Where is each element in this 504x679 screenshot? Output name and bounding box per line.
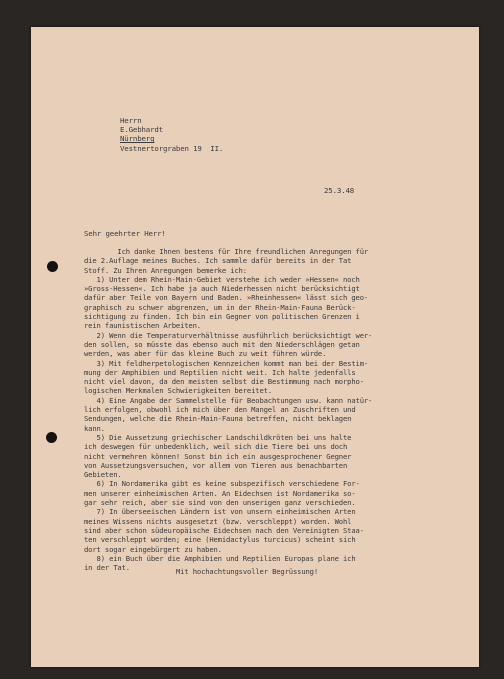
body-line: die 2.Auflage meines Buches. Ich sammle dafür bereits in der Tat bbox=[84, 256, 352, 266]
body-line: dort sogar eingebürgert zu haben. bbox=[84, 544, 222, 554]
body-line: men unserer einheimischen Arten. An Eidechsen ist Nordamerika so- bbox=[84, 488, 356, 498]
body-line: rein faunistischen Arbeiten. bbox=[84, 321, 201, 331]
body-line: graphisch zu schwer abgrenzen, um in der Rhein-Main-Fauna Berück- bbox=[84, 302, 356, 312]
body-line: sichtigung zu finden. Ich bin ein Gegner von politischen Grenzen i bbox=[84, 312, 360, 322]
body-line: mung der Amphibien und Reptilien nicht weit. Ich halte jedenfalls bbox=[84, 367, 356, 377]
body-line: sind aber schon südeuropäische Eidechsen nach den Vereinigten Staa- bbox=[84, 525, 364, 535]
body-line: Ich danke Ihnen bestens für Ihre freundlichen Anregungen für bbox=[84, 247, 369, 256]
body-line: nicht viel davon, da den meisten selbst die Bestimmung nach morpho- bbox=[84, 377, 364, 387]
letter-closing: Mit hochachtungsvoller Begrüssung! bbox=[176, 567, 319, 576]
body-line: 1) Unter dem Rhein-Main-Gebiet verstehe ich weder »Hessen« noch bbox=[84, 274, 360, 284]
punch-hole-top bbox=[47, 261, 58, 272]
recipient-city: Nürnberg bbox=[120, 134, 155, 144]
body-line: dafür aber Teile von Bayern und Baden. »Rheinhessen« lässt sich geo- bbox=[84, 293, 369, 303]
recipient-street: Vestnertorgraben 19 II. bbox=[120, 143, 224, 153]
body-line: in der Tat. bbox=[84, 563, 130, 573]
body-line: Gebieten. bbox=[84, 470, 122, 480]
body-line: »Gross-Hessen«. Ich habe ja auch Niederhessen nicht berücksichtigt bbox=[84, 284, 360, 294]
body-line: 6) In Nordamerika gibt es keine subspezifisch verschiedene For- bbox=[84, 479, 360, 489]
punch-hole-bottom bbox=[46, 432, 57, 443]
body-line: kann. bbox=[84, 423, 105, 433]
body-line: ten verschleppt worden; eine (Hemidactylus turcicus) scheint sich bbox=[84, 535, 356, 545]
body-line: werden, was aber für das kleine Buch zu weit führen würde. bbox=[84, 349, 327, 359]
body-line: logischen Merkmalen Schwierigkeiten bereitet. bbox=[84, 386, 272, 396]
body-line: Stoff. Zu Ihren Anregungen bemerke ich: bbox=[84, 265, 247, 275]
body-line: Sendungen, welche die Rhein-Main-Fauna betreffen, nicht beklagen bbox=[84, 414, 352, 424]
recipient-name: E.Gebhardt bbox=[120, 125, 163, 135]
body-line: ich deswegen für unbedenklich, weil sich die Tiere bei uns doch bbox=[84, 442, 348, 452]
body-line: 3) Mit feldherpetologischen Kennzeichen kommt man bei der Bestim- bbox=[84, 358, 369, 368]
body-line: meines Wissens nichts ausgesetzt (bzw. verschleppt) worden. Wohl bbox=[84, 516, 352, 526]
body-line: lich erfolgen, obwohl ich mich über den Mangel an Zuschriften und bbox=[84, 405, 356, 415]
body-line: 7) In überseeischen Ländern ist von unsern einheimischen Arten bbox=[84, 507, 356, 517]
body-line: den sollen, so müsste das ebenso auch mit den Niederschlägen getan bbox=[84, 339, 360, 349]
body-line: nicht vermehren können! Sonst bin ich ein ausgesprochener Gegner bbox=[84, 451, 352, 461]
body-line: von Aussetzungsversuchen, vor allem von Tieren aus benachbarten bbox=[84, 460, 348, 470]
letter-salutation: Sehr geehrter Herr! bbox=[84, 229, 166, 238]
letter-date: 25.3.48 bbox=[324, 186, 355, 195]
body-line: 4) Eine Angabe der Sammelstelle für Beobachtungen usw. kann natür- bbox=[84, 395, 373, 405]
letter-body bbox=[84, 247, 372, 572]
body-line: gar sehr reich, aber sie sind von den unserigen ganz verschieden. bbox=[84, 498, 356, 508]
body-line: 8) ein Buch über die Amphibien und Reptilien Europas plane ich bbox=[84, 553, 356, 563]
body-line: 2) Wenn die Temperaturverhältnisse ausführlich berücksichtigt wer- bbox=[84, 330, 373, 340]
recipient-salutation-line: Herrn bbox=[120, 116, 142, 125]
body-line: 5) Die Aussetzung griechischer Landschildkröten bei uns halte bbox=[84, 432, 352, 442]
recipient-address bbox=[120, 116, 223, 153]
